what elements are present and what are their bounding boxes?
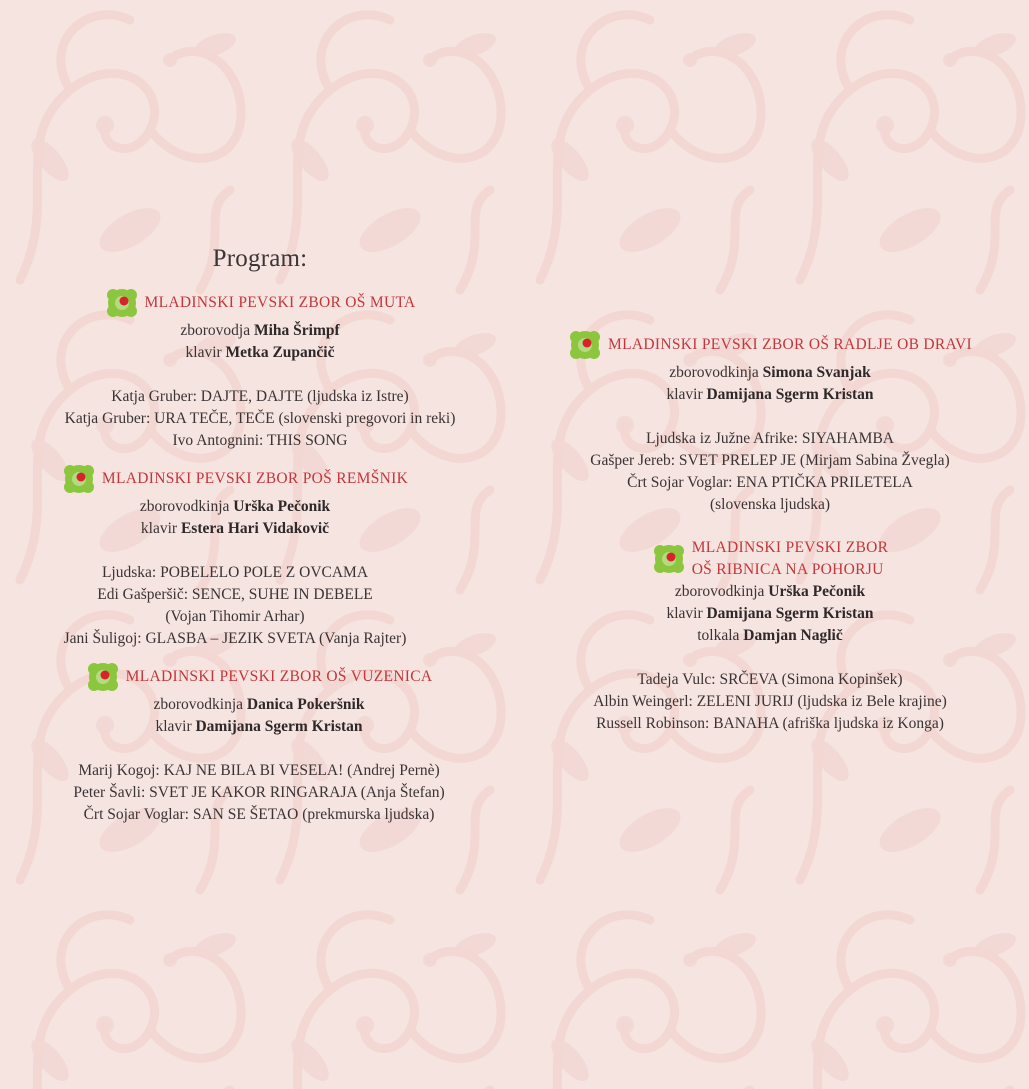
piano-line: klavir Damijana Sgerm Kristan bbox=[666, 605, 874, 622]
song-line: Gašper Jereb: SVET PRELEP JE (Mirjam Sabina Žvegla) bbox=[590, 452, 950, 469]
flower-badge-icon bbox=[652, 542, 686, 576]
song-line: Edi Gašperšič: SENCE, SUHE IN DEBELE bbox=[97, 586, 373, 603]
song-line: Katja Gruber: URA TEČE, TEČE (slovenski pregovori in reki) bbox=[64, 410, 456, 427]
choir-block-radlje bbox=[520, 328, 1020, 516]
piano-line: klavir Metka Zupančič bbox=[185, 344, 335, 361]
song-line: Russell Robinson: BANAHA (afriška ljudska iz Konga) bbox=[596, 715, 944, 732]
choir-title: MLADINSKI PEVSKI ZBOR POŠ REMŠNIK bbox=[101, 470, 409, 487]
choir-title: MLADINSKI PEVSKI ZBOR OŠ MUTA bbox=[144, 294, 416, 311]
percussion-line: tolkala Damjan Naglič bbox=[697, 627, 843, 644]
conductor-line: zborovodja Miha Šrimpf bbox=[180, 322, 340, 339]
percussionist-name: Damjan Naglič bbox=[743, 627, 843, 644]
choir-block-vuzenica bbox=[0, 660, 518, 826]
pianist-name: Damijana Sgerm Kristan bbox=[195, 718, 363, 735]
conductor-line: zborovodkinja Urška Pečonik bbox=[674, 583, 866, 600]
piano-line: klavir Estera Hari Vidakovič bbox=[140, 520, 330, 537]
conductor-name: Miha Šrimpf bbox=[253, 322, 340, 339]
song-line: Peter Šavli: SVET JE KAKOR RINGARAJA (Anja Štefan) bbox=[73, 784, 445, 801]
flower-badge-icon bbox=[86, 660, 120, 694]
song-line: Jani Šuligoj: GLASBA – JEZIK SVETA (Vanja Rajter) bbox=[63, 630, 407, 647]
choir-block-remsnik bbox=[0, 462, 470, 650]
song-line: Črt Sojar Voglar: ENA PTIČKA PRILETELA bbox=[627, 474, 913, 491]
song-line: Albin Weingerl: ZELENI JURIJ (ljudska iz Bele krajine) bbox=[593, 693, 947, 710]
pianist-name: Estera Hari Vidakovič bbox=[180, 520, 330, 537]
pianist-name: Damijana Sgerm Kristan bbox=[706, 386, 874, 403]
choir-block-ribnica bbox=[520, 537, 1020, 735]
song-line: Ljudska iz Južne Afrike: SIYAHAMBA bbox=[646, 430, 894, 447]
pianist-name: Damijana Sgerm Kristan bbox=[706, 605, 874, 622]
piano-line: klavir Damijana Sgerm Kristan bbox=[155, 718, 363, 735]
conductor-line: zborovodkinja Danica Pokeršnik bbox=[153, 696, 365, 713]
conductor-name: Danica Pokeršnik bbox=[246, 696, 365, 713]
conductor-line: zborovodkinja Urška Pečonik bbox=[139, 498, 331, 515]
song-line: (Vojan Tihomir Arhar) bbox=[165, 608, 305, 625]
conductor-line: zborovodkinja Simona Svanjak bbox=[669, 364, 871, 381]
piano-line: klavir Damijana Sgerm Kristan bbox=[666, 386, 874, 403]
song-line: Tadeja Vulc: SRČEVA (Simona Kopinšek) bbox=[637, 671, 903, 688]
song-line: Ivo Antognini: THIS SONG bbox=[172, 432, 348, 449]
choir-title: MLADINSKI PEVSKI ZBOR OŠ RIBNICA NA POHORJU bbox=[691, 539, 889, 578]
choir-title: MLADINSKI PEVSKI ZBOR OŠ RADLJE OB DRAVI bbox=[608, 336, 972, 353]
conductor-name: Urška Pečonik bbox=[233, 498, 331, 515]
conductor-name: Simona Svanjak bbox=[762, 364, 871, 381]
flower-badge-icon bbox=[62, 462, 96, 496]
flower-badge-icon bbox=[568, 328, 602, 362]
song-line: Črt Sojar Voglar: SAN SE ŠETAO (prekmurska ljudska) bbox=[83, 806, 435, 823]
flower-badge-icon bbox=[105, 286, 139, 320]
song-line: (slovenska ljudska) bbox=[709, 496, 831, 513]
conductor-name: Urška Pečonik bbox=[768, 583, 866, 600]
pianist-name: Metka Zupančič bbox=[225, 344, 335, 361]
song-line: Katja Gruber: DAJTE, DAJTE (ljudska iz Istre) bbox=[111, 388, 409, 405]
choir-title: MLADINSKI PEVSKI ZBOR OŠ VUZENICA bbox=[125, 668, 433, 685]
choir-block-muta bbox=[0, 286, 520, 452]
song-line: Ljudska: POBELELO POLE Z OVCAMA bbox=[101, 564, 369, 581]
song-line: Marij Kogoj: KAJ NE BILA BI VESELA! (Andrej Pernè) bbox=[78, 762, 440, 779]
program-heading: Program: bbox=[212, 245, 308, 272]
